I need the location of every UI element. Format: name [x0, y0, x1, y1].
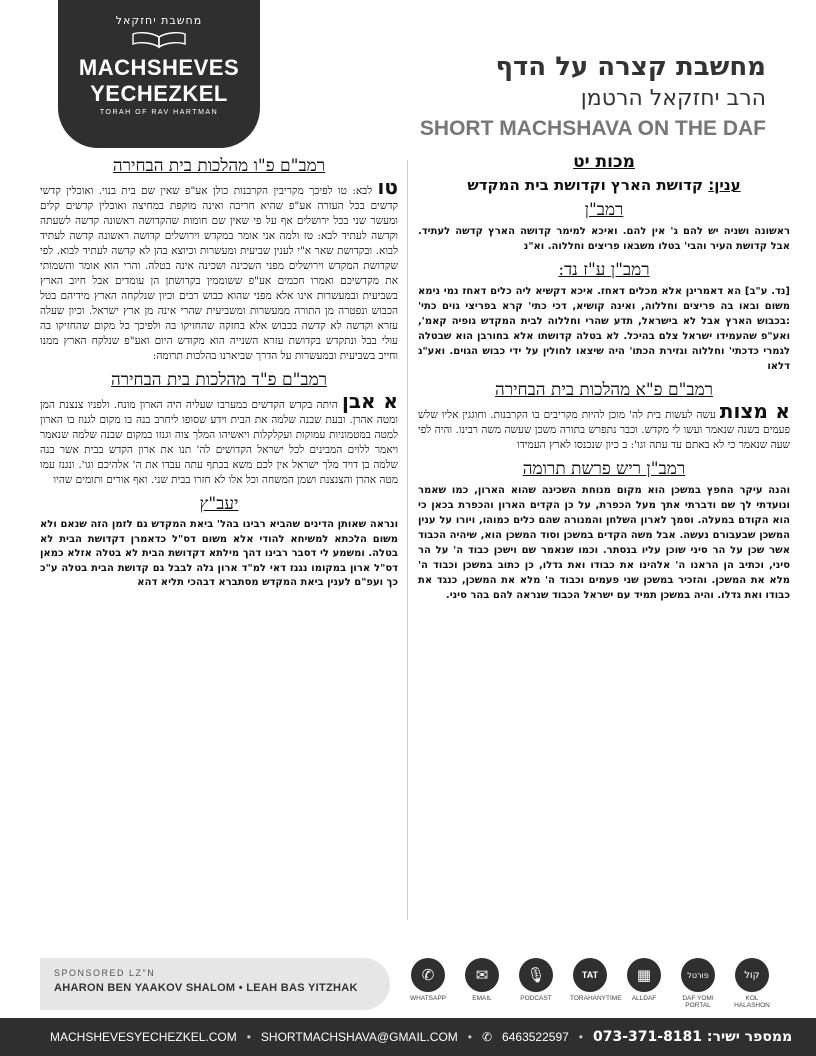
daf-yomi-portal-link[interactable]: [678, 958, 718, 1009]
section-heading-ramban-terumah: רמב"ן ריש פרשת תרומה: [522, 459, 686, 479]
email-icon: ✉: [465, 958, 499, 992]
whatsapp-number[interactable]: 6463522597: [502, 1030, 569, 1044]
column-divider: [407, 160, 408, 920]
platform-links: [408, 958, 772, 1009]
section-text-rambam-1: [418, 399, 790, 453]
section-text-rambam-6: [40, 175, 398, 364]
footer-bar: [0, 1018, 816, 1056]
sponsor-names: AHARON BEN YAAKOV SHALOM • LEAH BAS YITZHAK: [54, 982, 358, 994]
daf-title: מכות יט: [573, 152, 635, 172]
topic-text: קדושת הארץ וקדושת בית המקדש: [467, 176, 704, 194]
direct-phone-number: 073-371-8181: [593, 1029, 703, 1045]
email-link[interactable]: [462, 958, 502, 1009]
separator-dot: •: [467, 1030, 472, 1044]
email-label: EMAIL: [472, 995, 492, 1002]
section-text-ramban-terumah: והנה עיקר החפץ במשכן הוא מקום מנוחת השכינה שהוא הארון, כמו שאמר ונועדתי לך שם ודברתי אתך מעל הכפרת, על כן הקדים הארון והכפרת בכאן כי הוא הקודם במעלה. וסמך לארון השלחן והמנורה שהם כלים כמוהו, ויורו על ענין המשכן שבעבורם נעשה. אבל משה הקדים במשכן וסוד המשכן הוא, שיהיה הכבוד אשר שכן על הר סיני שוכן עליו בנסתר. וכמו שנאמר שם וישכן כבוד ה' על הר סיני, וכתיב הן הראנו ה' אלהינו את כבודו ואת גדלו, כן כתוב במשכן וכבוד ה' מלא את המשכן. והזכיר במשכן שני פעמים וכבוד ה' מלא את המשכן, כנגד את כבודו ואת גדלו. והיה במשכן תמיד עם ישראל הכבוד שנראה להם בהר סיני.: [418, 485, 790, 601]
logo-name-line1: MACHSHEVES: [78, 55, 240, 80]
topic-label: ענין:: [708, 176, 741, 194]
separator-dot: •: [578, 1030, 583, 1044]
author-name: הרב יחזקאל הרטמן: [580, 86, 766, 111]
topic-line: [418, 176, 790, 194]
logo-hebrew-text: מחשבת יחזקאל: [115, 14, 203, 27]
kol-halashon-label: KOL HALASHON: [734, 995, 770, 1009]
section-body: היתה בקדש הקדשים במערבו שעליה היה הארון מונח. ולפניו צנצנת המן ומטה אהרן. ובעת שבנה שלמה את הבית וידע שסופו ליחרב בנה בו מקום לגנוז בו הארון למטה במטמוניות עמוקות ועקלקלות ויאשיהו המלך צוה וגנזו במקום שבנה שלמה שנאמר ויאמר ללוים המבינים לכל ישראל הקדושים לה' תנו את ארון הקדש בבית אשר בנה שלמה בן דויד מלך ישראל אין לכם משא בכתף עתה עבדו את ה' אלהיכם וגו'. ונגנז עמו מטה אהרן והצנצנת ושמן המשחה וכל אלו לא חזרו בבית שני. ואף אורים ותומים שהיו: [40, 399, 398, 486]
lead-word: א אבן: [341, 389, 398, 413]
podcast-link[interactable]: [516, 958, 556, 1009]
section-body: לבא: טו לפיכך מקריבין הקרבנות כולן אע"פ שאין שם בית בנוי. ואוכלין קדשי קדשים בכל העזרה אע"פ שהיא חריבה ואינה מוקפת במחיצה ואוכלין קדשים קלים ומעשר שני בכל ירושלים אף על פי שאין שם חומות שהקדושה ראשונה קדשה לשעתה וקדשה לעתיד לבא: טז ולמה אני אומר במקדש וירושלים קדושה ראשונה קדשה לעתיד לבוא. ובקדושת שאר א"י לענין שביעית ומעשרות וכיוצא בהן לא קדשה לעתיד לבוא. לפי שקדושת המקדש וירושלים מפני השכינה ושכינה אינה בטלה. והרי הוא אומר והשמותי את מקדשיכם ואמרו חכמים אע"פ ששוממין בקדושתן הן עומדים אבל חיוב הארץ בשביעית ובמעשרות אינו אלא מפני שהוא כבוש רבים וכיון שנלקחה הארץ מידיהם בטל הכבוש ונפטרה מן התורה ממעשרות ומשביעית שהרי אינה מן ארץ ישראל. וכיון שעלה עזרא וקדשה לא קדשה בכבוש אלא בחזקה שהחזיקו בה ולפיכך כל מקום שהחזיקו בה עולי בבל ונתקדש בקדושת עזרא השנייה הוא מקודש היום ואע"פ שנלקח הארץ ממנו וחייב בשביעית ובמעשרות על הדרך שביארנו בהלכות תרומה:: [40, 185, 398, 362]
direct-phone[interactable]: [593, 1029, 792, 1045]
torahanytime-link[interactable]: [570, 958, 622, 1009]
section-body: עשה לעשות בית לה' מוכן להיות מקריבים בו הקרבנות. וחוגגין אליו שלש פעמים בשנה שנאמר ועשו לי מקדש. וכבר נתפרש בתורה משכן שעשה משה רבינו. והיה לפי שעה שנאמר כי לא באתם עד עתה וגו': ב כיון שנכנסו לארץ העמידו: [418, 409, 790, 451]
section-heading-rambam-1: רמב"ם פ"א מהלכות בית הבחירה: [494, 380, 714, 400]
section-text-yaavetz: ונראה שאותן הדינים שהביא רבינו בהל' ביאת המקדש גם לזמן הזה שנאם ולא משום הלכתא למשיחא להודי אלא משום דס"ל כדאמרן דקדושת הבית לא בטלה. ומשמע לי דסבר רבינו דהך מילתא דקדושת הבית לא בטלה אזלא כמאן דס"ל ארון במקומו נגנז דאי למ"ד ארון גלה לבבל גם קדושת הבית בטלה ע"כ כך ועפ"ם לענין ביאת המקדש מסתברא דבהכי תליא דהא: [40, 519, 398, 588]
section-text-ramban: ראשונה ושניה יש להם ג' אין להם. ואיכא למימר קדושה הארץ קדשה לעתיד. אבל קדושת העיר והבי' בטלו משבאו פריצים וחללוה. וא"נ: [418, 226, 790, 252]
section-text-rambam-4: [40, 389, 398, 488]
page-title: מחשבת קצרה על הדף: [495, 52, 766, 82]
lead-word: טו: [377, 175, 398, 199]
website-link[interactable]: MACHSHEVESYECHEZKEL.COM: [50, 1030, 237, 1044]
whatsapp-label: WHATSAPP: [410, 995, 446, 1002]
alldaf-link[interactable]: [624, 958, 664, 1009]
right-column: [418, 150, 790, 603]
podcast-icon: 🎙: [519, 958, 553, 992]
section-heading-rambam-6: רמב"ם פ"ו מהלכות בית הבחירה: [112, 156, 326, 176]
torahanytime-icon: TAT: [573, 958, 607, 992]
whatsapp-link[interactable]: [408, 958, 448, 1009]
email-address-link[interactable]: SHORTMACHSHAVA@GMAIL.COM: [260, 1030, 458, 1044]
left-column: [40, 150, 398, 591]
section-heading-yaavetz: יעב"ץ: [199, 494, 239, 514]
separator-dot: •: [246, 1030, 251, 1044]
sponsor-bar: [40, 958, 390, 1010]
open-book-icon: [129, 31, 189, 49]
logo-name-line2: YECHEZKEL: [90, 81, 228, 106]
daf-yomi-portal-icon: פורטל: [681, 958, 715, 992]
whatsapp-icon: ✆: [411, 958, 445, 992]
section-heading-rambam-4: רמב"ם פ"ד מהלכות בית הבחירה: [110, 370, 328, 390]
sponsor-label: SPONSORED LZ"N: [54, 968, 156, 978]
whatsapp-small-icon: ✆: [481, 1030, 493, 1044]
alldaf-label: ALLDAF: [631, 995, 657, 1002]
podcast-label: PODCAST: [520, 995, 552, 1002]
direct-phone-label: ממספר ישיר:: [706, 1029, 793, 1045]
logo-tagline: TORAH OF RAV HARTMAN: [99, 109, 219, 116]
section-text-ramban-avodah-zarah: [נד. ע"ב] הא דאמרינן אלא מכלים דאחז. איכא דקשיא ליה כלים דאחז נמי נימא משום ובאו בה פריצים וחללוה, ואינה קושיא, דכי כתי' קרא בפריצי גוים כתי' :בכבוש הארץ אבל לא בישראל, תדע שהרי וחללוה לבית המקדש גופיה קאמ', ואע"פ שהעמידו ישראל צלם בהיכל. לא בטלה קדושתו אלא בחורבן הוא שבטלה לגמרי כדכתי' וחללוה וגזירת הכתו' היה שיצאו לחולין על ידי כבוש הגוים. ואע"ג דלאו: [418, 286, 790, 372]
section-heading-ramban-avodah-zarah: רמב"ן ע"ז נד:: [558, 260, 650, 280]
lead-word: א מצות: [719, 399, 790, 423]
daf-yomi-portal-label: DAF YOMI PORTAL: [682, 995, 714, 1009]
torahanytime-label: TORAHANYTIME: [570, 995, 622, 1002]
kol-halashon-icon: קול: [735, 958, 769, 992]
alldaf-icon: ▦: [627, 958, 661, 992]
logo: [58, 0, 260, 148]
section-heading-ramban: רמב"ן: [584, 200, 624, 220]
page-title-english: SHORT MACHSHAVA ON THE DAF: [419, 117, 766, 140]
kol-halashon-link[interactable]: [732, 958, 772, 1009]
